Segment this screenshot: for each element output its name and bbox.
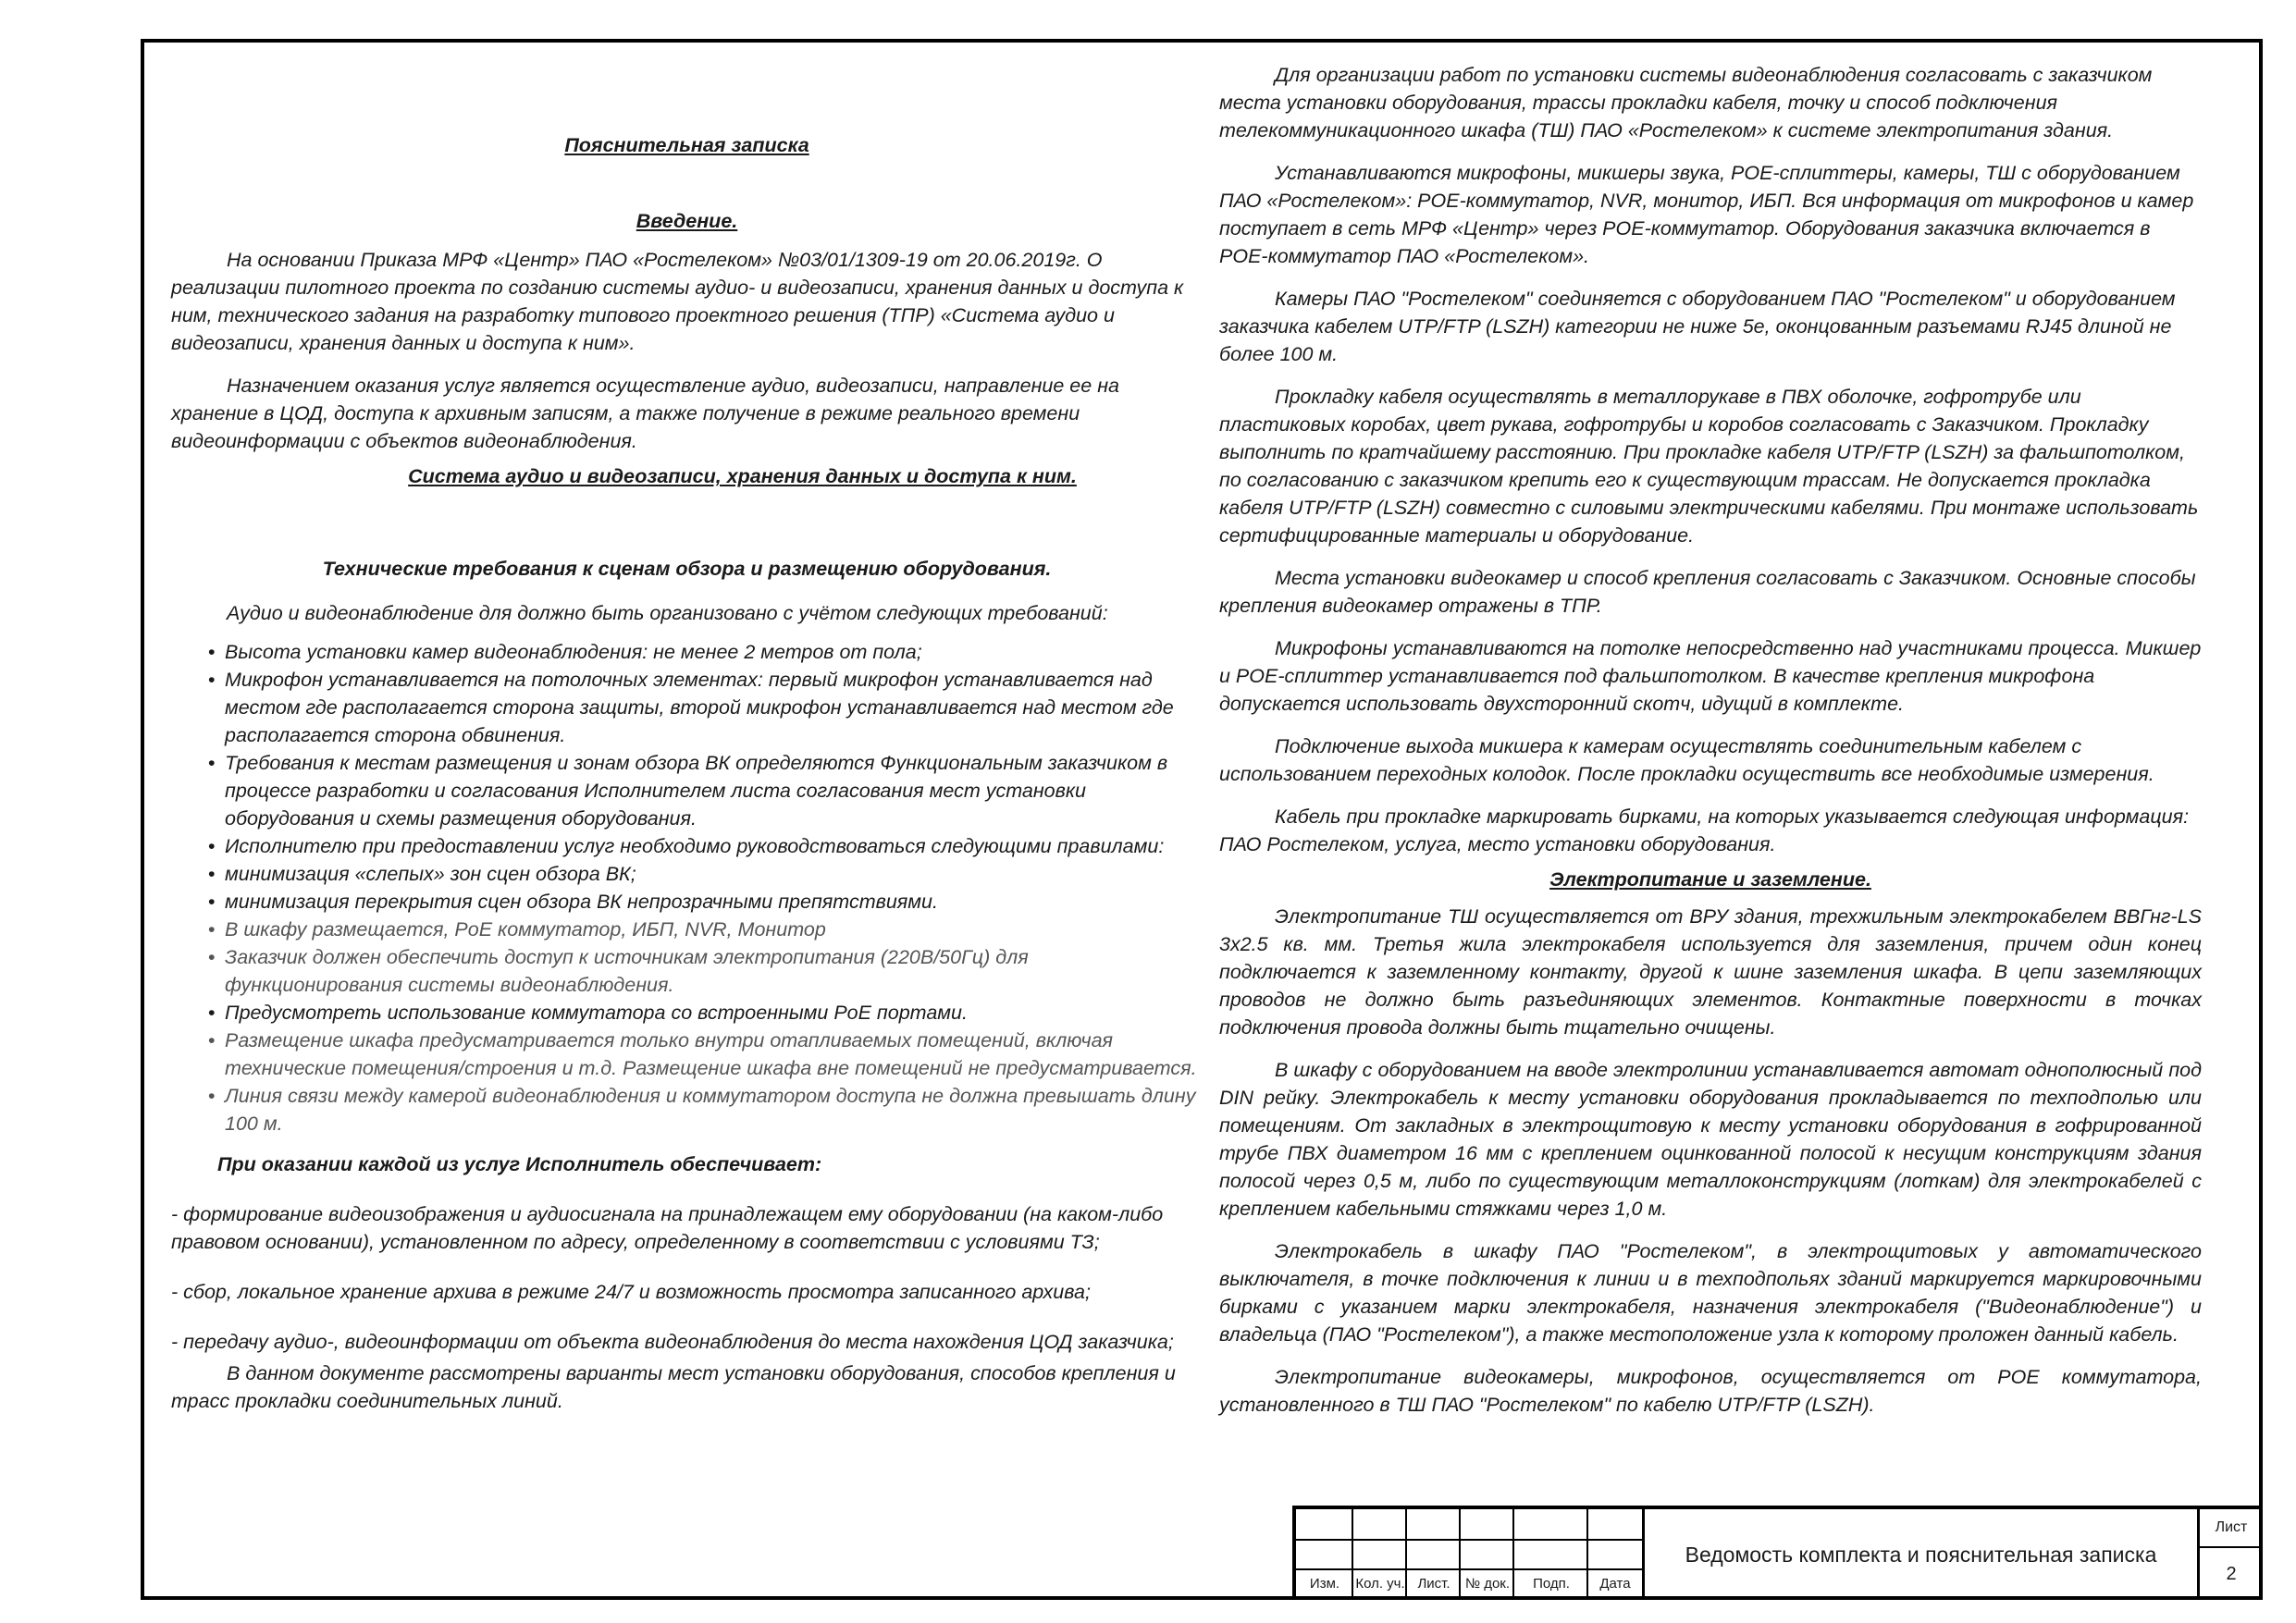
col-label-doc-no: № док. [1464,1576,1511,1592]
right-paragraph-12: Электропитание видеокамеры, микрофонов, осуществляется от POE коммутатора, установленного в ТШ ПАО "Ростелеком" по кабелю UTP/FTP (LSZH). [1219,1366,2202,1416]
closing-paragraph: В данном документе рассмотрены варианты мест установки оборудования, способов крепления и трасс прокладки соединительных линий. [171,1362,1176,1412]
tech-requirements-intro: Аудио и видеонаблюдение для должно быть организовано с учётом следующих требований: [227,602,1108,624]
revision-table [1296,1509,1642,1600]
right-paragraph-6: Микрофоны устанавливаются на потолке непосредственно над участниками процесса. Микшер и POE-сплиттер устанавливается под фальшпотолком. В качестве крепления микрофона допускается использовать двухсторонний скотч, идущий в комплекте. [1219,637,2202,715]
right-paragraph-1: Для организации работ по установки системы видеонаблюдения согласовать с заказчиком места установки оборудования, трассы прокладки кабеля, точку и способ подключения телекоммуникационного шкафа (ТШ) ПАО «Ростелеком» к системе электропитания здания. [1219,64,2153,141]
right-paragraph-8: Кабель при прокладке маркировать бирками, на которых указывается следующая информация: ПАО Ростелеком, услуга, место установки оборудования. [1219,805,2190,855]
title-block [1292,1506,2263,1600]
provides-item-1: - формирование видеоизображения и аудиосигнала на принадлежащем ему оборудовании (на каком-либо правовом основании), установленном по адресу, определенному в соответствии с условиями ТЗ; [171,1203,1164,1253]
right-paragraph-5: Места установки видеокамер и способ крепления согласовать с Заказчиком. Основные способы крепления видеокамер отражены в ТПР. [1219,567,2196,617]
intro-paragraph-2: Назначением оказания услуг является осуществление аудио, видеозаписи, направление ее на хранение в ЦОД, доступа к архивным записям, а также получение в режиме реального времени видеоинформации с объектов видеонаблюдения. [171,375,1119,452]
right-paragraph-11: Электрокабель в шкафу ПАО "Ростелеком", в электрощитовых у автоматического выключателя, в точке подключения к линии и в техподпольях зданий маркируется маркировочными бирками с указанием марки электрокабеля, назначения электрокабеля ("Видеонаблюдение") и владельца (ПАО "Ростелеком"), а также местоположение узла к которому проложен данный кабель. [1219,1240,2202,1346]
list-item: • Заказчик должен обеспечить доступ к источникам электропитания (220В/50Гц) для функционирования системы видеонаблюдения. [171,943,1203,999]
power-heading: Электропитание и заземление. [1549,868,1871,891]
provides-heading: При оказании каждой из услуг Исполнитель обеспечивает: [217,1153,822,1175]
sheet-cell [2197,1509,2263,1600]
right-paragraph-4: Прокладку кабеля осуществлять в металлорукаве в ПВХ оболочке, гофротрубе или пластиковых коробах, цвет рукава, гофротрубы и коробов согласовать с Заказчиком. Прокладку выполнить по кратчайшему расстоянию. При прокладке кабеля UTP/FTP (LSZH) за фальшпотолком, по согласованию с заказчиком крепить его к существующим трассам. Не допускается прокладка кабеля UTP/FTP (LSZH) совместно с силовыми электрическими кабелями. При монтаже использовать сертифицированные материалы и оборудование. [1219,386,2199,547]
document-title: Пояснительная записка [564,134,809,156]
list-item: • минимизация «слепых» зон сцен обзора ВК; [171,860,1203,888]
col-label-kol-uch: Кол. уч. [1355,1576,1405,1592]
right-paragraph-2: Устанавливаются микрофоны, микшеры звука, POE-сплиттеры, камеры, ТШ с оборудованием ПАО «Ростелеком»: POE-коммутатор, NVR, монитор, ИБП. Вся информация от микрофонов и камер поступает в сеть МРФ «Центр» через POE-коммутатор. Оборудования заказчика включается в POE-коммутатор ПАО «Ростелеком». [1219,162,2194,267]
list-item: • Требования к местам размещения и зонам обзора ВК определяются Функциональным заказчиком в процессе разработки и согласования Исполнителем листа согласования мест установки оборудования и схемы размещения оборудования. [171,749,1203,832]
list-item: • Микрофон устанавливается на потолочных элементах: первый микрофон устанавливается над местом где располагается сторона защиты, второй микрофон устанавливается над местом где располагается сторона обвинения. [171,666,1203,749]
list-item: • минимизация перекрытия сцен обзора ВК непрозрачными препятствиями. [171,888,1203,916]
sheet-number: 2 [2226,1563,2237,1584]
left-column [171,131,1203,1415]
provides-item-3: - передачу аудио-, видеоинформации от объекта видеонаблюдения до места нахождения ЦОД заказчика; [171,1331,1174,1353]
right-column [1219,61,2202,1419]
list-item: • Размещение шкафа предусматривается только внутри отапливаемых помещений, включая технические помещения/строения и т.д. Размещение шкафа вне помещений не предусматривается. [171,1027,1203,1082]
list-item: • Предусмотреть использование коммутатора со встроенными PoE портами. [171,999,1203,1027]
system-heading: Система аудио и видеозаписи, хранения данных и доступа к ним. [408,465,1077,487]
list-item: • Высота установки камер видеонаблюдения: не менее 2 метров от пола; [171,638,1203,666]
tech-requirements-heading: Технические требования к сценам обзора и размещению оборудования. [322,558,1052,580]
right-paragraph-3: Камеры ПАО "Ростелеком" соединяется с оборудованием ПАО "Ростелеком" и оборудованием заказчика кабелем UTP/FTP (LSZH) категории не ниже 5е, оконцованным разъемами RJ45 длиной не более 100 м. [1219,288,2176,365]
sheet-label: Лист [2200,1509,2263,1548]
requirements-list [171,638,1203,1137]
right-paragraph-10: В шкафу с оборудованием на вводе электролинии устанавливается автомат однополюсный под DIN рейку. Электрокабель к месту установки оборудования прокладывается по техподполью или помещениям. От закладных в электрощитовую к месту установки оборудования в гофрированной трубе ПВХ диаметром 16 мм с креплением оцинкованной полосой к несущим конструкциям здания полосой через 0,5 м, либо по существующим металлоконструкциям (лоткам) для электрокабелей с креплением кабельными стяжками через 1,0 м. [1219,1059,2202,1220]
right-paragraph-7: Подключение выхода микшера к камерам осуществлять соединительным кабелем с использованием переходных колодок. После прокладки осуществить все необходимые измерения. [1219,735,2154,785]
col-label-date: Дата [1599,1576,1631,1592]
list-item: • Исполнителю при предоставлении услуг необходимо руководствоваться следующими правилами: [171,832,1203,860]
col-label-izm: Изм. [1309,1576,1340,1592]
list-item: • В шкафу размещается, PoE коммутатор, ИБП, NVR, Монитор [171,916,1203,943]
title-block-document-title: Ведомость комплекта и пояснительная записка [1642,1509,2197,1600]
provides-item-2: - сбор, локальное хранение архива в режиме 24/7 и возможность просмотра записанного архива; [171,1281,1091,1303]
right-paragraph-9: Электропитание ТШ осуществляется от ВРУ здания, трехжильным электрокабелем ВВГнг-LS 3х2.5 кв. мм. Третья жила электрокабеля используется для заземления, причем один конец подключается к заземленному контакту, другой к шине заземления шкафа. В цепи заземляющих проводов не должно быть разъединяющих элементов. Контактные поверхности в точках подключения провода должны быть тщательно очищены. [1219,905,2202,1039]
intro-heading: Введение. [636,210,738,232]
col-label-signature: Подп. [1533,1576,1570,1592]
intro-paragraph-1: На основании Приказа МРФ «Центр» ПАО «Ростелеком» №03/01/1309-19 от 20.06.2019г. О реализации пилотного проекта по созданию системы аудио- и видеозаписи, хранения данных и доступа к ним, технического задания на разработку типового проектного решения (ТПР) «Система аудио и видеозаписи, хранения данных и доступа к ним». [171,249,1184,354]
col-label-list: Лист. [1417,1576,1450,1592]
list-item: • Линия связи между камерой видеонаблюдения и коммутатором доступа не должна превышать длину 100 м. [171,1082,1203,1137]
